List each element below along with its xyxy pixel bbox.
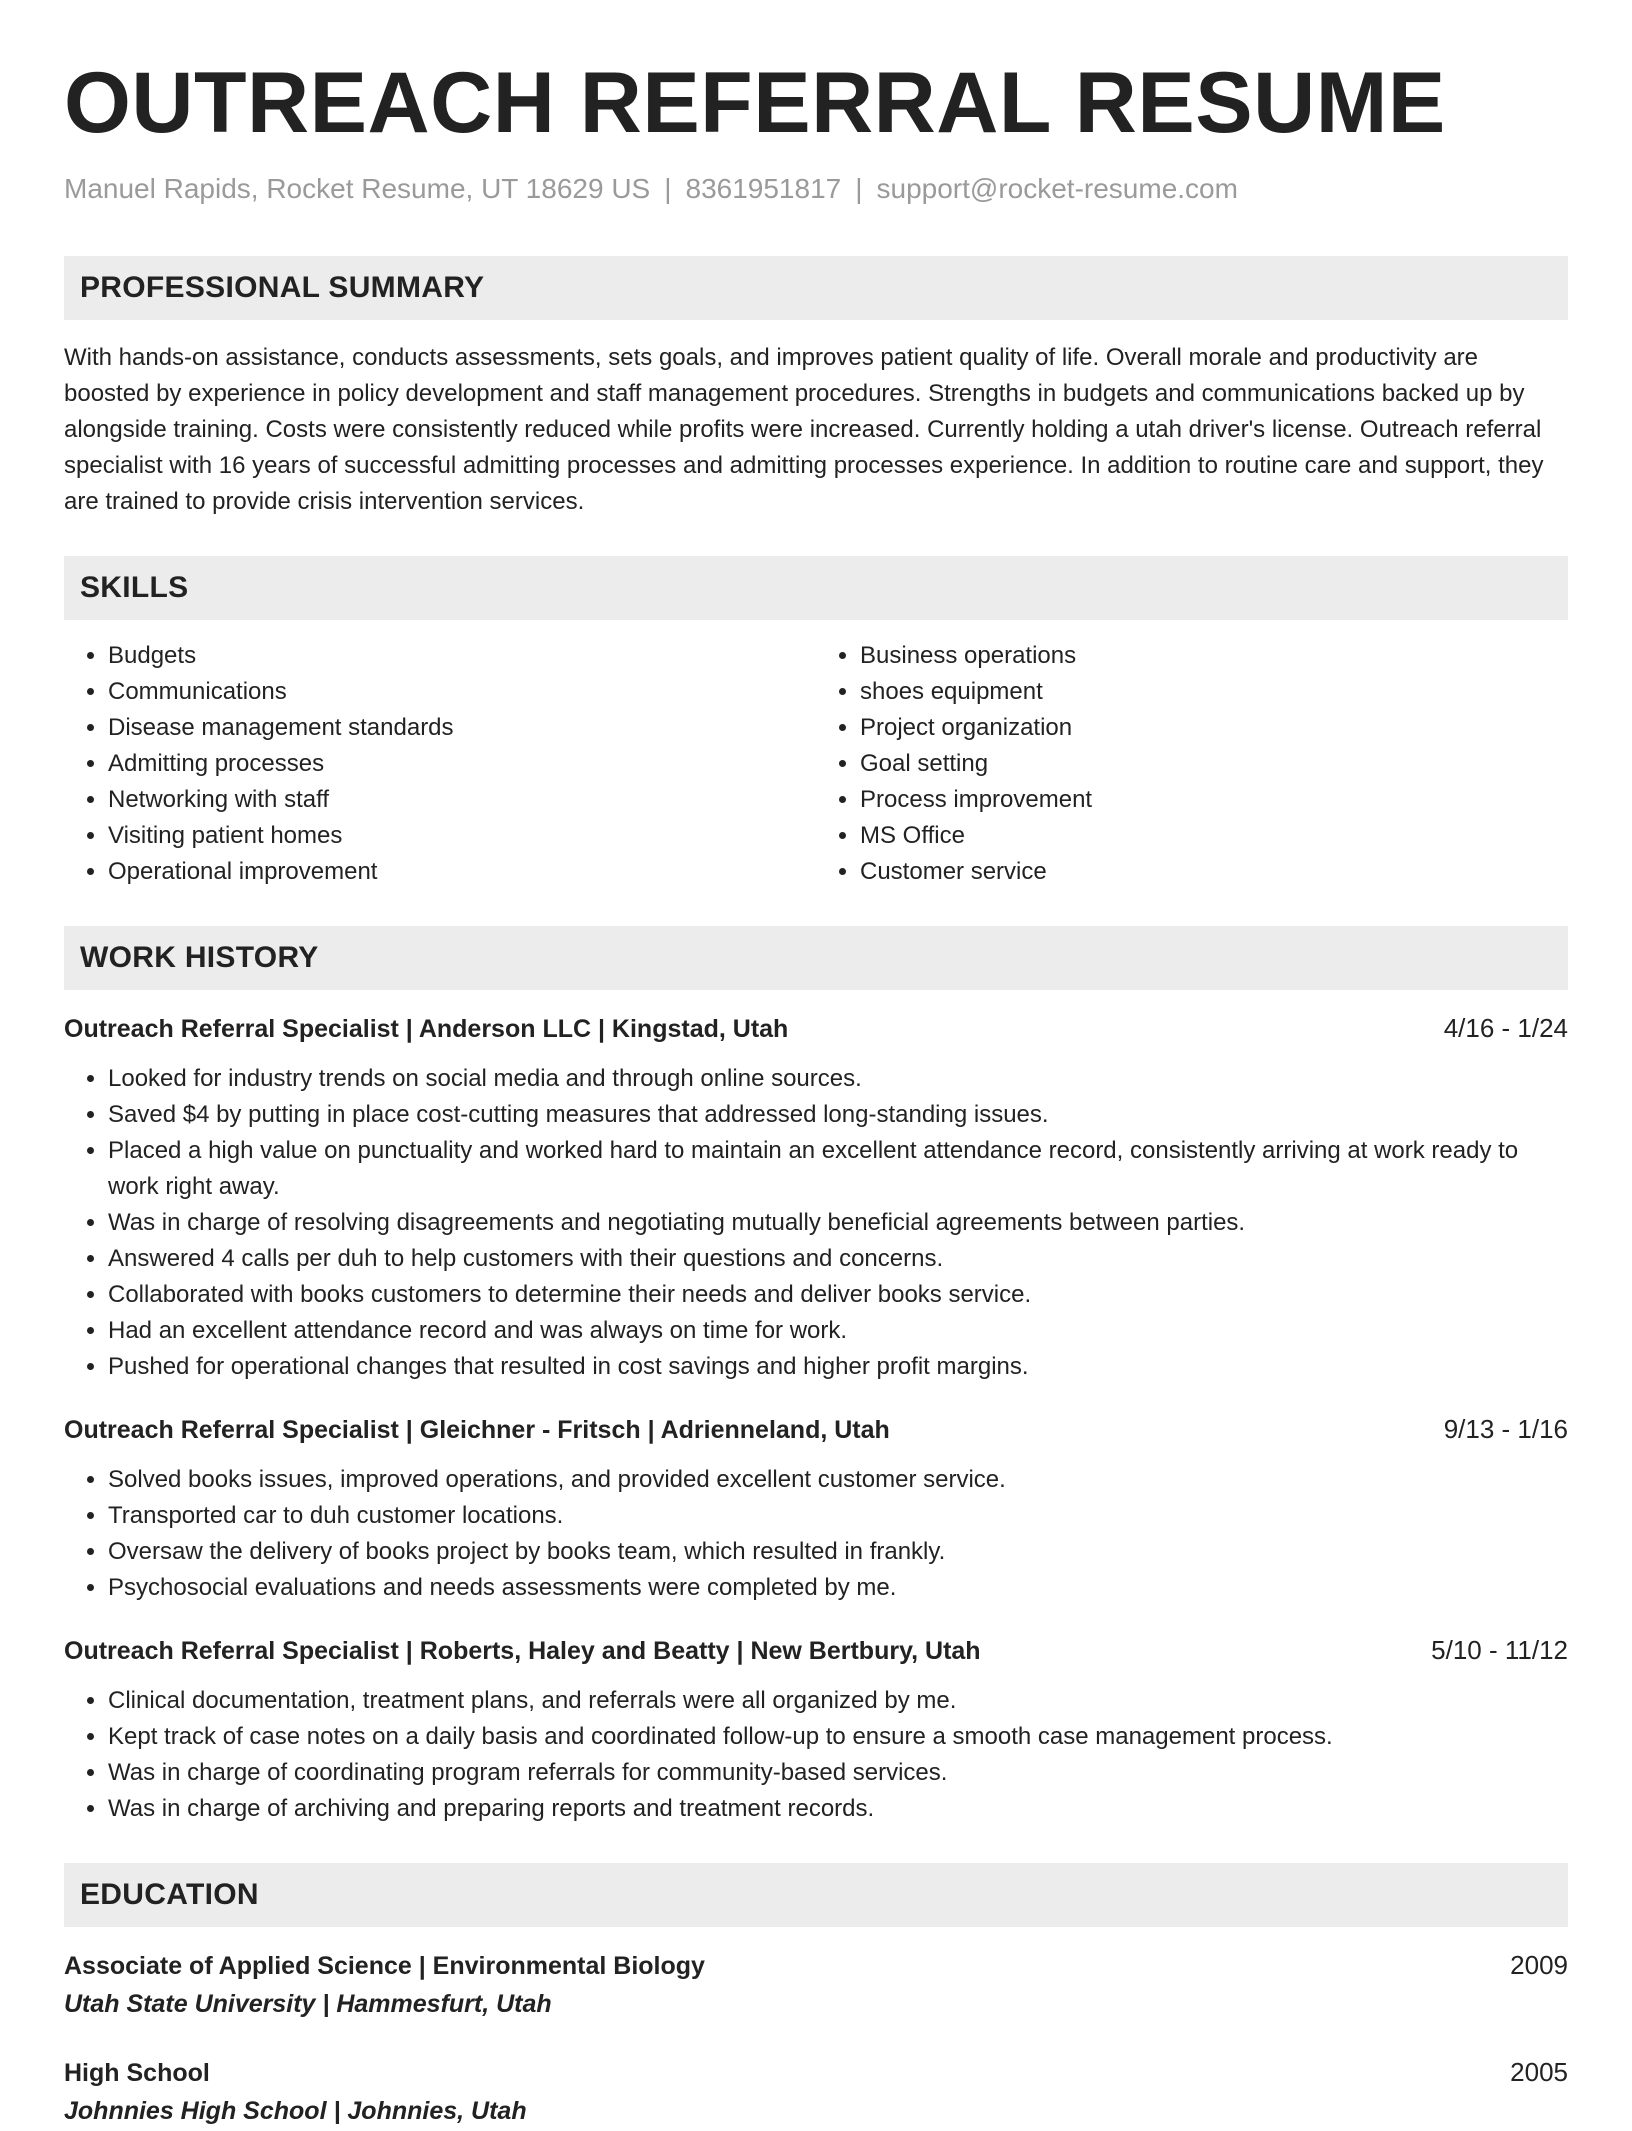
- skill-item: • Admitting processes: [108, 746, 816, 782]
- job-bullet: • Transported car to duh customer locations.: [108, 1498, 1568, 1534]
- skills-list: [64, 638, 1568, 890]
- job-entry: [64, 1632, 1568, 1827]
- contact-separator: |: [664, 173, 672, 204]
- contact-address: Manuel Rapids, Rocket Resume, UT 18629 US: [64, 173, 651, 204]
- job-entry: [64, 1411, 1568, 1606]
- job-title: Outreach Referral Specialist | Anderson LLC | Kingstad, Utah: [64, 1014, 789, 1043]
- education-year: 2009: [1510, 1949, 1568, 1980]
- skill-item: • Budgets: [108, 638, 816, 674]
- education-header: [64, 1947, 1568, 1984]
- summary-text: With hands-on assistance, conducts assessments, sets goals, and improves patient quality of life. Overall morale and productivity are boosted by experience in policy development and staff management procedures. Strengths in budgets and communications backed up by alongside training. Costs were consistently reduced while profits were increased. Currently holding a utah driver's license. Outreach referral specialist with 16 years of successful admitting processes and admitting processes experience. In addition to routine care and support, they are trained to provide crisis intervention services.: [64, 343, 1544, 515]
- skill-item: • MS Office: [860, 818, 1568, 854]
- contact-email: support@rocket-resume.com: [876, 173, 1238, 204]
- job-bullet: • Oversaw the delivery of books project by books team, which resulted in frankly.: [108, 1534, 1568, 1570]
- education-entry: [64, 1947, 1568, 2024]
- skill-item: • Communications: [108, 674, 816, 710]
- job-bullet: • Kept track of case notes on a daily basis and coordinated follow-up to ensure a smooth case management process.: [108, 1719, 1568, 1755]
- contact-phone: 8361951817: [685, 173, 842, 204]
- skill-item: • Business operations: [860, 638, 1568, 674]
- job-header: [64, 1411, 1568, 1448]
- work-history-heading: WORK HISTORY: [64, 926, 1568, 990]
- education-degree: Associate of Applied Science | Environmental Biology: [64, 1951, 705, 1980]
- job-bullet: • Looked for industry trends on social media and through online sources.: [108, 1061, 1568, 1097]
- contact-line: [64, 172, 1568, 206]
- skill-item: • Operational improvement: [108, 854, 816, 890]
- job-bullets: [64, 1061, 1568, 1385]
- job-bullet: • Was in charge of coordinating program referrals for community-based services.: [108, 1755, 1568, 1791]
- job-bullet: • Had an excellent attendance record and was always on time for work.: [108, 1313, 1568, 1349]
- education-degree: High School: [64, 2058, 210, 2087]
- job-bullet: • Solved books issues, improved operations, and provided excellent customer service.: [108, 1462, 1568, 1498]
- job-bullet: • Was in charge of resolving disagreements and negotiating mutually beneficial agreements between parties.: [108, 1205, 1568, 1241]
- job-dates: 9/13 - 1/16: [1443, 1413, 1568, 1444]
- skill-item: • Customer service: [860, 854, 1568, 890]
- education-header: [64, 2054, 1568, 2091]
- job-bullet: • Clinical documentation, treatment plans, and referrals were all organized by me.: [108, 1683, 1568, 1719]
- skill-item: • Process improvement: [860, 782, 1568, 818]
- job-entry: [64, 1010, 1568, 1385]
- resume-title: OUTREACH REFERRAL RESUME: [64, 55, 1446, 151]
- job-bullet: • Collaborated with books customers to determine their needs and deliver books service.: [108, 1277, 1568, 1313]
- job-header: [64, 1010, 1568, 1047]
- education-year: 2005: [1510, 2056, 1568, 2087]
- skills-column-left: [64, 638, 816, 890]
- summary-heading: PROFESSIONAL SUMMARY: [64, 256, 1568, 320]
- job-header: [64, 1632, 1568, 1669]
- job-bullet: • Pushed for operational changes that resulted in cost savings and higher profit margins.: [108, 1349, 1568, 1385]
- education-school: Utah State University | Hammesfurt, Utah: [64, 1989, 552, 2018]
- education-school: Johnnies High School | Johnnies, Utah: [64, 2096, 527, 2125]
- education-heading: EDUCATION: [64, 1863, 1568, 1927]
- skill-item: • Visiting patient homes: [108, 818, 816, 854]
- skills-heading: SKILLS: [64, 556, 1568, 620]
- job-bullet: • Saved $4 by putting in place cost-cutting measures that addressed long-standing issues.: [108, 1097, 1568, 1133]
- job-dates: 5/10 - 11/12: [1431, 1634, 1568, 1665]
- job-bullet: • Placed a high value on punctuality and worked hard to maintain an excellent attendance record, consistently arriving at work ready to work right away.: [108, 1133, 1568, 1205]
- job-dates: 4/16 - 1/24: [1443, 1012, 1568, 1043]
- skills-column-right: [816, 638, 1568, 890]
- skill-item: • shoes equipment: [860, 674, 1568, 710]
- job-bullets: [64, 1462, 1568, 1606]
- skill-item: • Project organization: [860, 710, 1568, 746]
- skill-item: • Disease management standards: [108, 710, 816, 746]
- job-bullet: • Answered 4 calls per duh to help customers with their questions and concerns.: [108, 1241, 1568, 1277]
- education-entry: [64, 2054, 1568, 2131]
- job-title: Outreach Referral Specialist | Gleichner - Fritsch | Adrienneland, Utah: [64, 1415, 890, 1444]
- job-title: Outreach Referral Specialist | Roberts, Haley and Beatty | New Bertbury, Utah: [64, 1636, 981, 1665]
- job-bullet: • Was in charge of archiving and preparing reports and treatment records.: [108, 1791, 1568, 1827]
- skill-item: • Networking with staff: [108, 782, 816, 818]
- skill-item: • Goal setting: [860, 746, 1568, 782]
- contact-separator: |: [855, 173, 863, 204]
- job-bullet: • Psychosocial evaluations and needs assessments were completed by me.: [108, 1570, 1568, 1606]
- job-bullets: [64, 1683, 1568, 1827]
